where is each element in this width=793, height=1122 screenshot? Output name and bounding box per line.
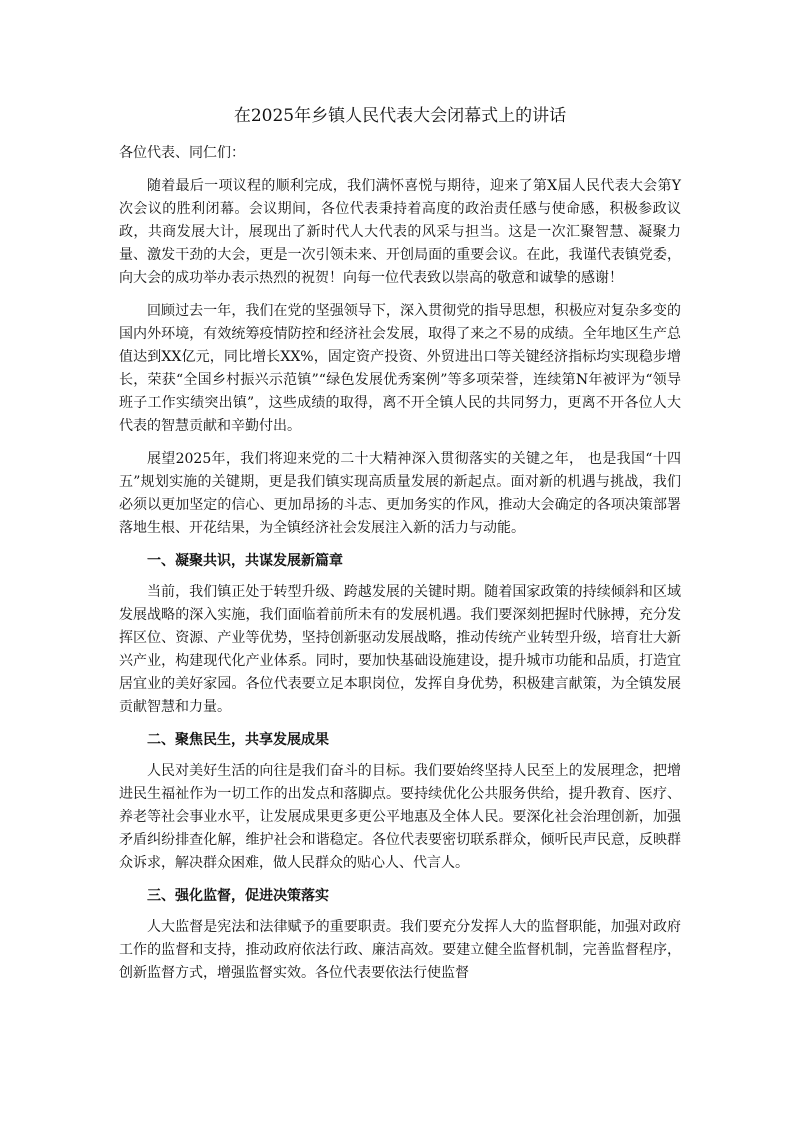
section-body-1: 当前，我们镇正处于转型升级、跨越发展的关键时期。随着国家政策的持续倾斜和区域发展战略的深入实施，我们面临着前所未有的发展机遇。我们要深刻把握时代脉搏，充分发挥区位、资源、产业等优势，坚持创新驱动发展战略，推动传统产业转型升级，培育壮大新兴产业，构建现代化产业体系。同时，要加快基础设施建设，提升城市功能和品质，打造宜居宜业的美好家园。各位代表要立足本职岗位，发挥自身优势，积极建言献策，为全镇发展贡献智慧和力量。: [119, 584, 681, 715]
section-heading-2: 二、聚焦民生，共享发展成果: [147, 732, 329, 748]
document-title: 在2025年乡镇人民代表大会闭幕式上的讲话: [233, 106, 567, 126]
intro-paragraph-1: 随着最后一项议程的顺利完成，我们满怀喜悦与期待，迎来了第X届人民代表大会第Y次会议的胜利闭幕。会议期间，各位代表秉持着高度的政治责任感与使命感，积极参政议政，共商发展大计，展现出了新时代人大代表的风采与担当。这是一次汇聚智慧、凝聚力量、激发干劲的大会，更是一次引领未来、开创局面的重要会议。在此，我谨代表镇党委，向大会的成功举办表示热烈的祝贺！向每一位代表致以崇高的敬意和诚挚的感谢！: [119, 178, 681, 286]
section-body-3: 人大监督是宪法和法律赋予的重要职责。我们要充分发挥人大的监督职能，加强对政府工作的监督和支持，推动政府依法行政、廉洁高效。要建立健全监督机制，完善监督程序，创新监督方式，增强监督实效。各位代表要依法行使监督: [119, 919, 681, 981]
section-heading-1: 一、凝聚共识，共谋发展新篇章: [147, 553, 343, 569]
intro-paragraph-3: 展望2025年，我们将迎来党的二十大精神深入贯彻落实的关键之年， 也是我国“十四五”规划实施的关键期，更是我们镇实现高质量发展的新起点。面对新的机遇与挑战，我们必须以更加坚定的信心、更加昂扬的斗志、更加务实的作风，推动大会确定的各项决策部署落地生根、开花结果，为全镇经济社会发展注入新的活力与动能。: [119, 451, 681, 536]
section-body-2: 人民对美好生活的向往是我们奋斗的目标。我们要始终坚持人民至上的发展理念，把增进民生福祉作为一切工作的出发点和落脚点。要持续优化公共服务供给，提升教育、医疗、养老等社会事业水平，让发展成果更多更公平地惠及全体人民。要深化社会治理创新，加强矛盾纠纷排查化解，维护社会和谐稳定。各位代表要密切联系群众，倾听民声民意，反映群众诉求，解决群众困难，做人民群众的贴心人、代言人。: [119, 763, 681, 871]
section-heading-3: 三、强化监督，促进决策落实: [147, 888, 329, 904]
document-page: [119, 100, 681, 995]
intro-paragraph-2: 回顾过去一年，我们在党的坚强领导下，深入贯彻党的指导思想，积极应对复杂多变的国内外环境，有效统筹疫情防控和经济社会发展，取得了来之不易的成绩。全年地区生产总值达到XX亿元，同比增长XX%，固定资产投资、外贸进出口等关键经济指标均实现稳步增长，荣获“全国乡村振兴示范镇”“绿色发展优秀案例”等多项荣誉，连续第N年被评为“领导班子工作实绩突出镇”，这些成绩的取得，离不开全镇人民的共同努力，更离不开各位人大代表的智慧贡献和辛勤付出。: [119, 303, 681, 434]
salutation: 各位代表、同仁们：: [119, 145, 245, 161]
